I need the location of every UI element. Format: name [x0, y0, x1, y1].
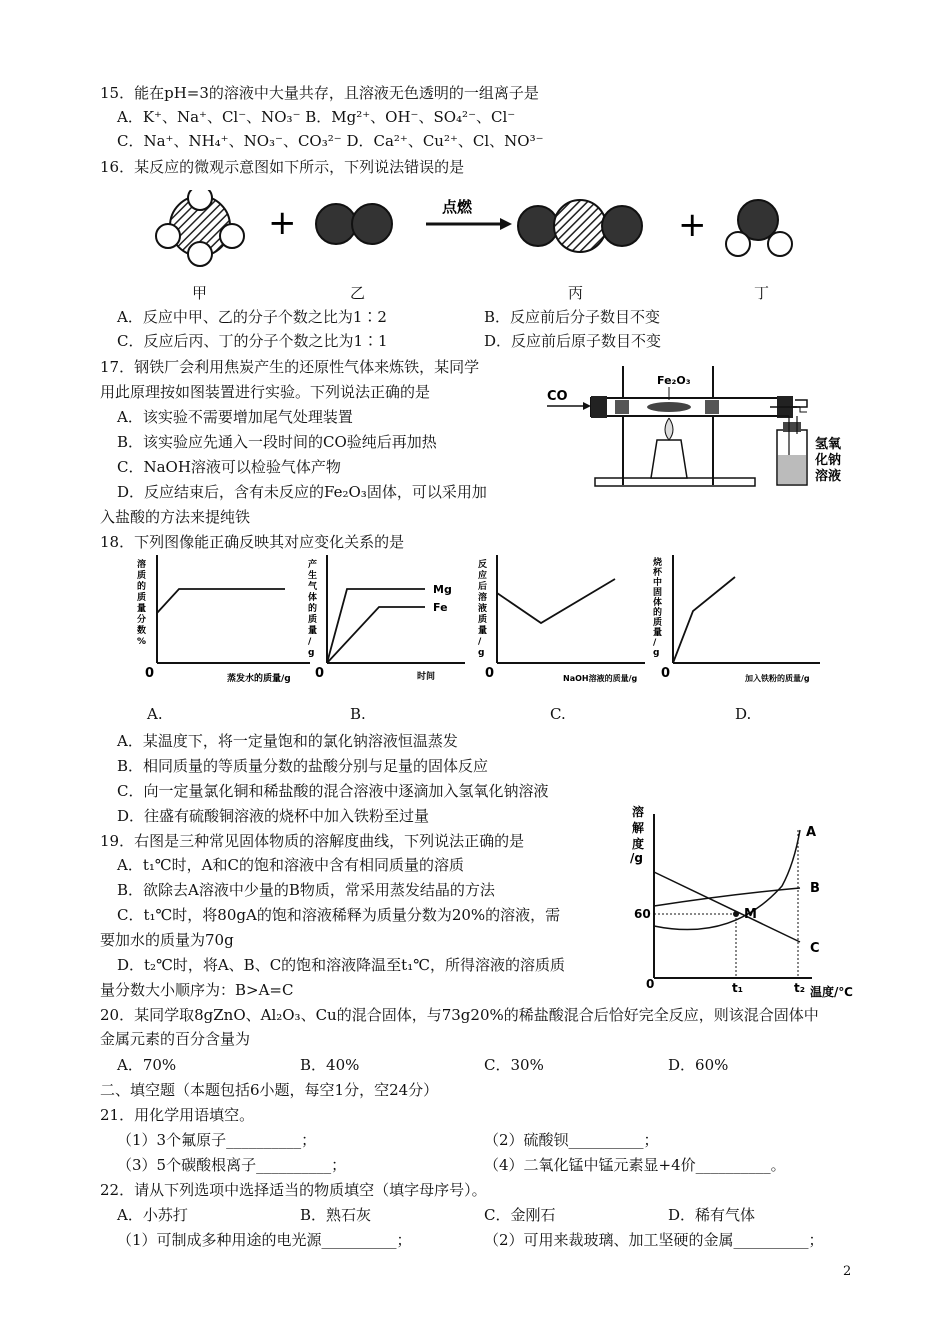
svg-text:体: 体 — [653, 598, 663, 608]
svg-text:g: g — [478, 648, 485, 658]
t1-label: t₁ — [732, 981, 743, 995]
svg-text:0: 0 — [315, 666, 325, 681]
svg-text:的: 的 — [137, 582, 147, 592]
q19-option-c-2: 要加水的质量为70g — [100, 931, 234, 949]
graph-b-mg-label: Mg — [433, 583, 452, 596]
graph-b-xlabel: 时间 — [417, 672, 436, 682]
naoh-label-3: 溶液 — [815, 469, 842, 484]
svg-text:量: 量 — [653, 628, 663, 638]
svg-text:/g: /g — [630, 851, 643, 865]
graph-c-letter: C. — [550, 705, 566, 723]
q21-part-2: （2）硫酸钡__________； — [484, 1131, 659, 1149]
page-number: 2 — [843, 1264, 852, 1279]
svg-text:质: 质 — [137, 593, 147, 603]
q18-option-c: C．向一定量氯化铜和稀盐酸的混合溶液中逐滴加入氢氧化钠溶液 — [117, 782, 549, 800]
svg-text:量: 量 — [308, 626, 318, 636]
svg-text:g: g — [653, 648, 660, 658]
y-tick-60: 60 — [634, 907, 651, 921]
molecule-bing — [518, 200, 642, 252]
q19-option-b: B．欲除去A溶液中少量的B物质，常采用蒸发结晶的方法 — [117, 881, 495, 899]
point-m-label: M — [744, 907, 757, 922]
svg-text:%: % — [137, 637, 147, 647]
q22-part-1: （1）可制成多种用途的电光源__________； — [117, 1231, 412, 1249]
svg-text:质: 质 — [478, 615, 488, 625]
label-ding: 丁 — [754, 284, 770, 302]
svg-text:数: 数 — [137, 626, 147, 636]
molecule-yi — [316, 204, 392, 244]
graph-d-letter: D. — [735, 705, 752, 723]
naoh-label-2: 化钠 — [815, 453, 842, 468]
q20-option-a: A．70% — [117, 1056, 177, 1074]
q17-option-c: C．NaOH溶液可以检验气体产物 — [117, 458, 341, 476]
svg-text:质: 质 — [653, 618, 663, 628]
q18-option-a: A．某温度下，将一定量饱和的氯化钠溶液恒温蒸发 — [117, 732, 458, 750]
graph-d-xlabel: 加入铁粉的质量/g — [745, 674, 810, 683]
svg-text:中: 中 — [653, 578, 663, 588]
q18-option-b: B．相同质量的等质量分数的盐酸分别与足量的固体反应 — [117, 757, 489, 775]
svg-text:后: 后 — [478, 582, 488, 592]
graph-d-line — [673, 577, 735, 663]
svg-text:g: g — [308, 648, 315, 658]
graph-a-letter: A. — [147, 705, 163, 723]
naoh-label-1: 氢氧 — [815, 437, 842, 452]
svg-text:/: / — [653, 638, 657, 648]
svg-text:度: 度 — [632, 837, 645, 851]
q16-option-a: A．反应中甲、乙的分子个数之比为1∶2 — [117, 308, 387, 326]
q22-option-b: B．熟石灰 — [300, 1206, 372, 1224]
plus-sign: + — [268, 203, 297, 243]
curve-a — [654, 830, 800, 930]
q16-option-b: B．反应前后分子数目不变 — [484, 308, 661, 326]
q22-stem: 22．请从下列选项中选择适当的物质填空（填字母序号）。 — [100, 1181, 487, 1199]
svg-text:溶: 溶 — [137, 560, 147, 570]
q18-stem: 18．下列图像能正确反映其对应变化关系的是 — [100, 533, 405, 551]
q20-option-b: B．40% — [300, 1056, 360, 1074]
q19-solubility-chart — [622, 800, 862, 1000]
q15-stem: 15．能在pH=3的溶液中大量共存，且溶液无色透明的一组离子是 — [100, 84, 539, 102]
svg-text:的: 的 — [653, 608, 663, 618]
label-bing: 丙 — [568, 284, 584, 302]
solubility-ylabel — [630, 804, 644, 865]
q20-line-1: 20．某同学取8gZnO、Al₂O₃、Cu的混合固体，与73g20%的稀盐酸混合后恰好完全反应，则该混合固体中 — [100, 1006, 819, 1024]
q21-part-3: （3）5个碳酸根离子__________； — [117, 1156, 347, 1174]
graph-a — [136, 555, 310, 684]
q21-part-1: （1）3个氟原子__________； — [117, 1131, 317, 1149]
curve-c-label: C — [810, 941, 820, 956]
svg-text:杯: 杯 — [653, 568, 663, 578]
svg-text:固: 固 — [653, 588, 663, 598]
svg-text:质: 质 — [137, 571, 147, 581]
q17-option-d-2: 入盐酸的方法来提纯铁 — [100, 508, 251, 526]
q22-part-2: （2）可用来裁玻璃、加工坚硬的金属__________； — [484, 1231, 824, 1249]
q17-stem-1: 17．钢铁厂会利用焦炭产生的还原性气体来炼铁，某同学 — [100, 358, 480, 376]
graph-c — [478, 555, 645, 683]
x-axis-label: 温度/℃ — [810, 985, 853, 999]
svg-text:生: 生 — [308, 571, 318, 581]
svg-text:量: 量 — [478, 626, 488, 636]
svg-text:/: / — [478, 637, 482, 647]
co-label: CO — [547, 389, 568, 404]
q17-apparatus-figure — [545, 360, 855, 495]
q15-options-cd: C．Na⁺、NH₄⁺、NO₃⁻、CO₃²⁻ D．Ca²⁺、Cu²⁺、Cl、NO³⁻ — [117, 132, 544, 150]
q15-options-ab: A．K⁺、Na⁺、Cl⁻、NO₃⁻ B．Mg²⁺、OH⁻、SO₄²⁻、Cl⁻ — [117, 108, 516, 126]
t2-label: t₂ — [794, 981, 805, 995]
q16-option-c: C．反应后丙、丁的分子个数之比为1∶1 — [117, 332, 388, 350]
svg-text:解: 解 — [632, 821, 645, 835]
q17-option-b: B．该实验应先通入一段时间的CO验纯后再加热 — [117, 433, 437, 451]
q18-graphs — [135, 555, 825, 690]
graph-d — [653, 555, 820, 683]
svg-text:0: 0 — [485, 666, 495, 681]
q19-option-d-1: D．t₂℃时，将A、B、C的饱和溶液降温至t₁℃，所得溶液的溶质质 — [117, 956, 566, 974]
svg-text:液: 液 — [478, 604, 488, 614]
q17-option-d-1: D．反应结束后，含有未反应的Fe₂O₃固体，可以采用加 — [117, 483, 487, 501]
q16-stem: 16．某反应的微观示意图如下所示，下列说法错误的是 — [100, 158, 465, 176]
q21-stem: 21．用化学用语填空。 — [100, 1106, 255, 1124]
graph-b-fe-label: Fe — [433, 601, 448, 614]
svg-text:质: 质 — [308, 615, 318, 625]
label-yi: 乙 — [350, 284, 366, 302]
q19-option-d-2: 量分数大小顺序为：B>A=C — [100, 981, 294, 999]
q17-option-a: A．该实验不需要增加尾气处理装置 — [117, 408, 353, 426]
svg-text:0: 0 — [661, 666, 671, 681]
svg-text:溶: 溶 — [478, 593, 488, 603]
plus-sign: + — [678, 205, 707, 245]
q19-option-a: A．t₁℃时，A和C的饱和溶液中含有相同质量的溶质 — [117, 856, 464, 874]
svg-text:烧: 烧 — [653, 558, 663, 568]
svg-text:应: 应 — [478, 571, 488, 581]
graph-a-xlabel: 蒸发水的质量/g — [227, 674, 291, 684]
curve-b-label: B — [810, 881, 820, 896]
fe2o3-label: Fe₂O₃ — [657, 374, 691, 387]
svg-text:的: 的 — [308, 604, 318, 614]
svg-text:气: 气 — [308, 582, 318, 592]
svg-text:分: 分 — [137, 615, 147, 625]
q20-option-d: D．60% — [668, 1056, 729, 1074]
q21-part-4: （4）二氧化锰中锰元素显+4价__________。 — [484, 1156, 786, 1174]
curve-c — [654, 872, 800, 942]
q20-option-c: C．30% — [484, 1056, 544, 1074]
svg-text:体: 体 — [308, 593, 318, 603]
graph-b-letter: B. — [350, 705, 366, 723]
label-jia: 甲 — [192, 284, 208, 302]
ignite-label: 点燃 — [442, 198, 473, 216]
q16-molecule-diagram — [140, 190, 820, 270]
naoh-solution — [778, 455, 806, 484]
curve-b — [654, 888, 800, 906]
molecule-jia — [156, 190, 244, 266]
q22-option-c: C．金刚石 — [484, 1206, 556, 1224]
q17-stem-2: 用此原理按如图装置进行实验。下列说法正确的是 — [100, 383, 431, 401]
q22-option-a: A．小苏打 — [117, 1206, 188, 1224]
q22-option-d: D．稀有气体 — [668, 1206, 756, 1224]
fe2o3-powder — [647, 402, 691, 412]
svg-text:量: 量 — [137, 604, 147, 614]
curve-a-label: A — [806, 825, 817, 840]
q16-option-d: D．反应前后原子数目不变 — [484, 332, 662, 350]
graph-a-line — [157, 589, 285, 613]
q19-option-c-1: C．t₁℃时，将80gA的饱和溶液稀释为质量分数为20%的溶液，需 — [117, 906, 561, 924]
graph-b-mg-line — [327, 589, 425, 663]
graph-b-fe-line — [327, 607, 425, 663]
origin-label: 0 — [646, 977, 655, 991]
svg-text:产: 产 — [308, 560, 318, 570]
svg-text:/: / — [308, 637, 312, 647]
svg-text:0: 0 — [145, 666, 155, 681]
q19-stem: 19．右图是三种常见固体物质的溶解度曲线，下列说法正确的是 — [100, 832, 525, 850]
graph-c-xlabel: NaOH溶液的质量/g — [563, 674, 638, 683]
q18-option-d: D．往盛有硫酸铜溶液的烧杯中加入铁粉至过量 — [117, 807, 430, 825]
section-2-heading: 二、填空题（本题包括6小题，每空1分，空24分） — [100, 1081, 439, 1099]
graph-c-line — [497, 579, 615, 623]
svg-text:反: 反 — [478, 560, 488, 570]
graph-b — [308, 555, 465, 682]
svg-text:溶: 溶 — [632, 805, 645, 819]
molecule-ding — [726, 200, 792, 256]
q20-line-2: 金属元素的百分含量为 — [100, 1030, 251, 1048]
